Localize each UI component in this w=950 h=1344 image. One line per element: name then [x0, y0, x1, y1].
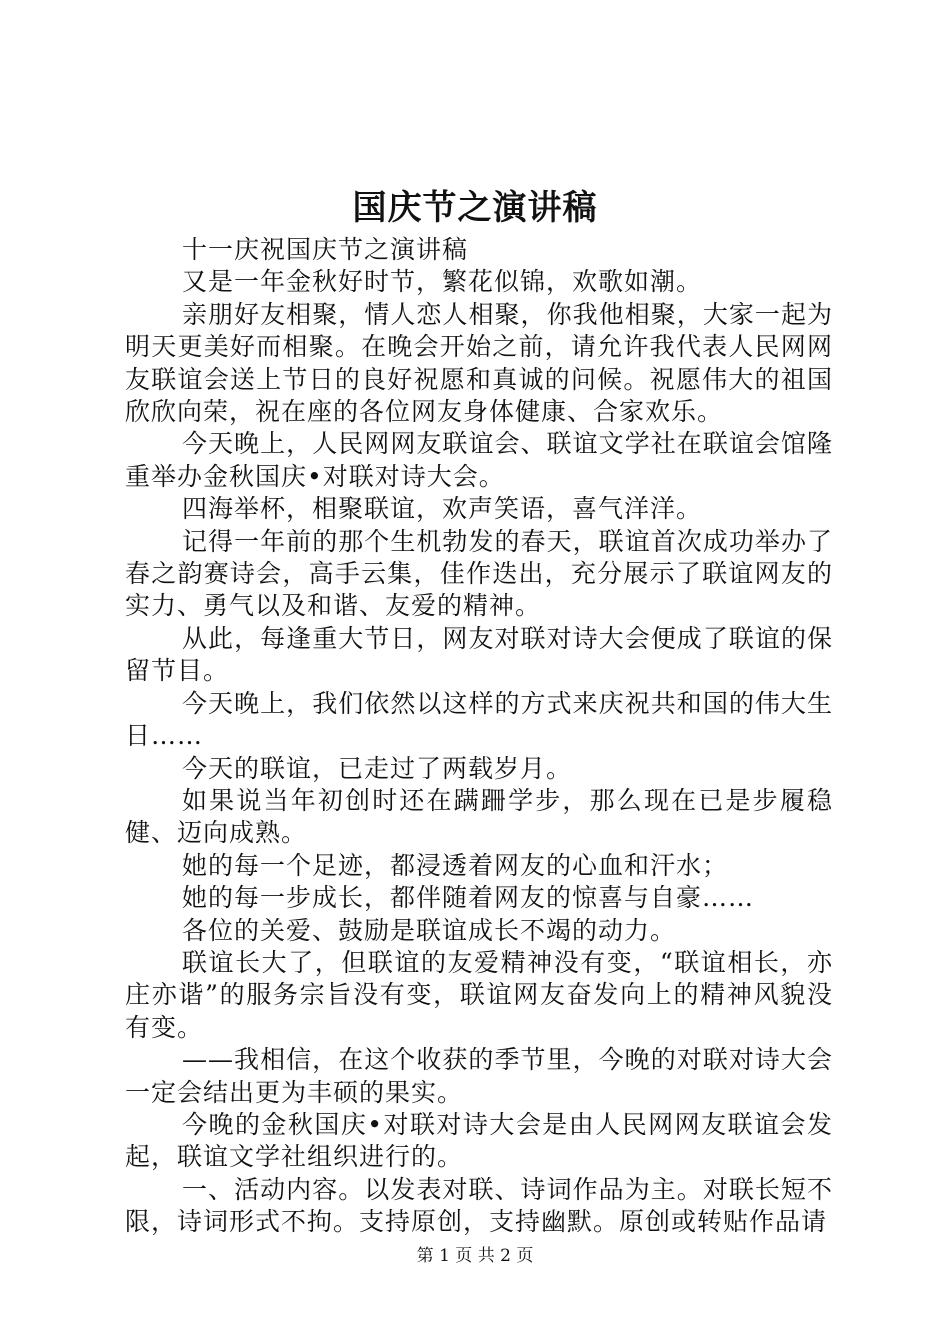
paragraph: 一、活动内容。以发表对联、诗词作品为主。对联长短不限，诗词形式不拘。支持原创，支持幽默。原创或转贴作品请	[125, 1174, 833, 1237]
paragraph: 十一庆祝国庆节之演讲稿	[182, 235, 469, 264]
paragraph: 今天的联谊，已走过了两载岁月。	[182, 753, 573, 783]
paragraph: 今天晚上，人民网网友联谊会、联谊文学社在联谊会馆隆重举办金秋国庆•对联对诗大会。	[125, 429, 833, 491]
paragraph: 联谊长大了，但联谊的友爱精神没有变，“联谊相长，亦庄亦谐”的服务宗旨没有变，联谊网友奋发向上的精神风貌没有变。	[125, 947, 833, 1042]
paragraph: 她的每一步成长，都伴随着网友的惊喜与自豪……	[182, 883, 755, 913]
paragraph: 今晚的金秋国庆•对联对诗大会是由人民网网友联谊会发起，联谊文学社组织进行的。	[125, 1109, 833, 1172]
paragraph: 四海举杯，相聚联谊，欢声笑语，喜气洋洋。	[182, 494, 703, 524]
document-title: 国庆节之演讲稿	[352, 188, 598, 228]
paragraph: 她的每一个足迹，都浸透着网友的心血和汗水；	[182, 850, 729, 880]
paragraph: 今天晚上，我们依然以这样的方式来庆祝共和国的伟大生日……	[125, 688, 833, 751]
paragraph: 又是一年金秋好时节，繁花似锦，欢歌如潮。	[182, 267, 703, 297]
paragraph: 记得一年前的那个生机勃发的春天，联谊首次成功举办了春之韵赛诗会，高手云集，佳作迭出，充分展示了联谊网友的实力、勇气以及和谐、友爱的精神。	[125, 526, 833, 621]
paragraph: 从此，每逢重大节日，网友对联对诗大会便成了联谊的保留节目。	[125, 623, 833, 686]
paragraph: ——我相信，在这个收获的季节里，今晚的对联对诗大会一定会结出更为丰硕的果实。	[125, 1045, 833, 1107]
paragraph: 亲朋好友相聚，情人恋人相聚，你我他相聚，大家一起为明天更美好而相聚。在晚会开始之前，请允许我代表人民网网友联谊会送上节日的良好祝愿和真诚的问候。祝愿伟大的祖国欣欣向荣，祝在座的各位网友身体健康、合家欢乐。	[125, 299, 833, 427]
document-body	[125, 234, 833, 1239]
page-number-footer: 第 1 页 共 2 页	[416, 1246, 534, 1266]
paragraph: 各位的关爱、鼓励是联谊成长不竭的动力。	[182, 915, 677, 945]
paragraph: 如果说当年初创时还在蹒跚学步，那么现在已是步履稳健、迈向成熟。	[125, 785, 833, 848]
